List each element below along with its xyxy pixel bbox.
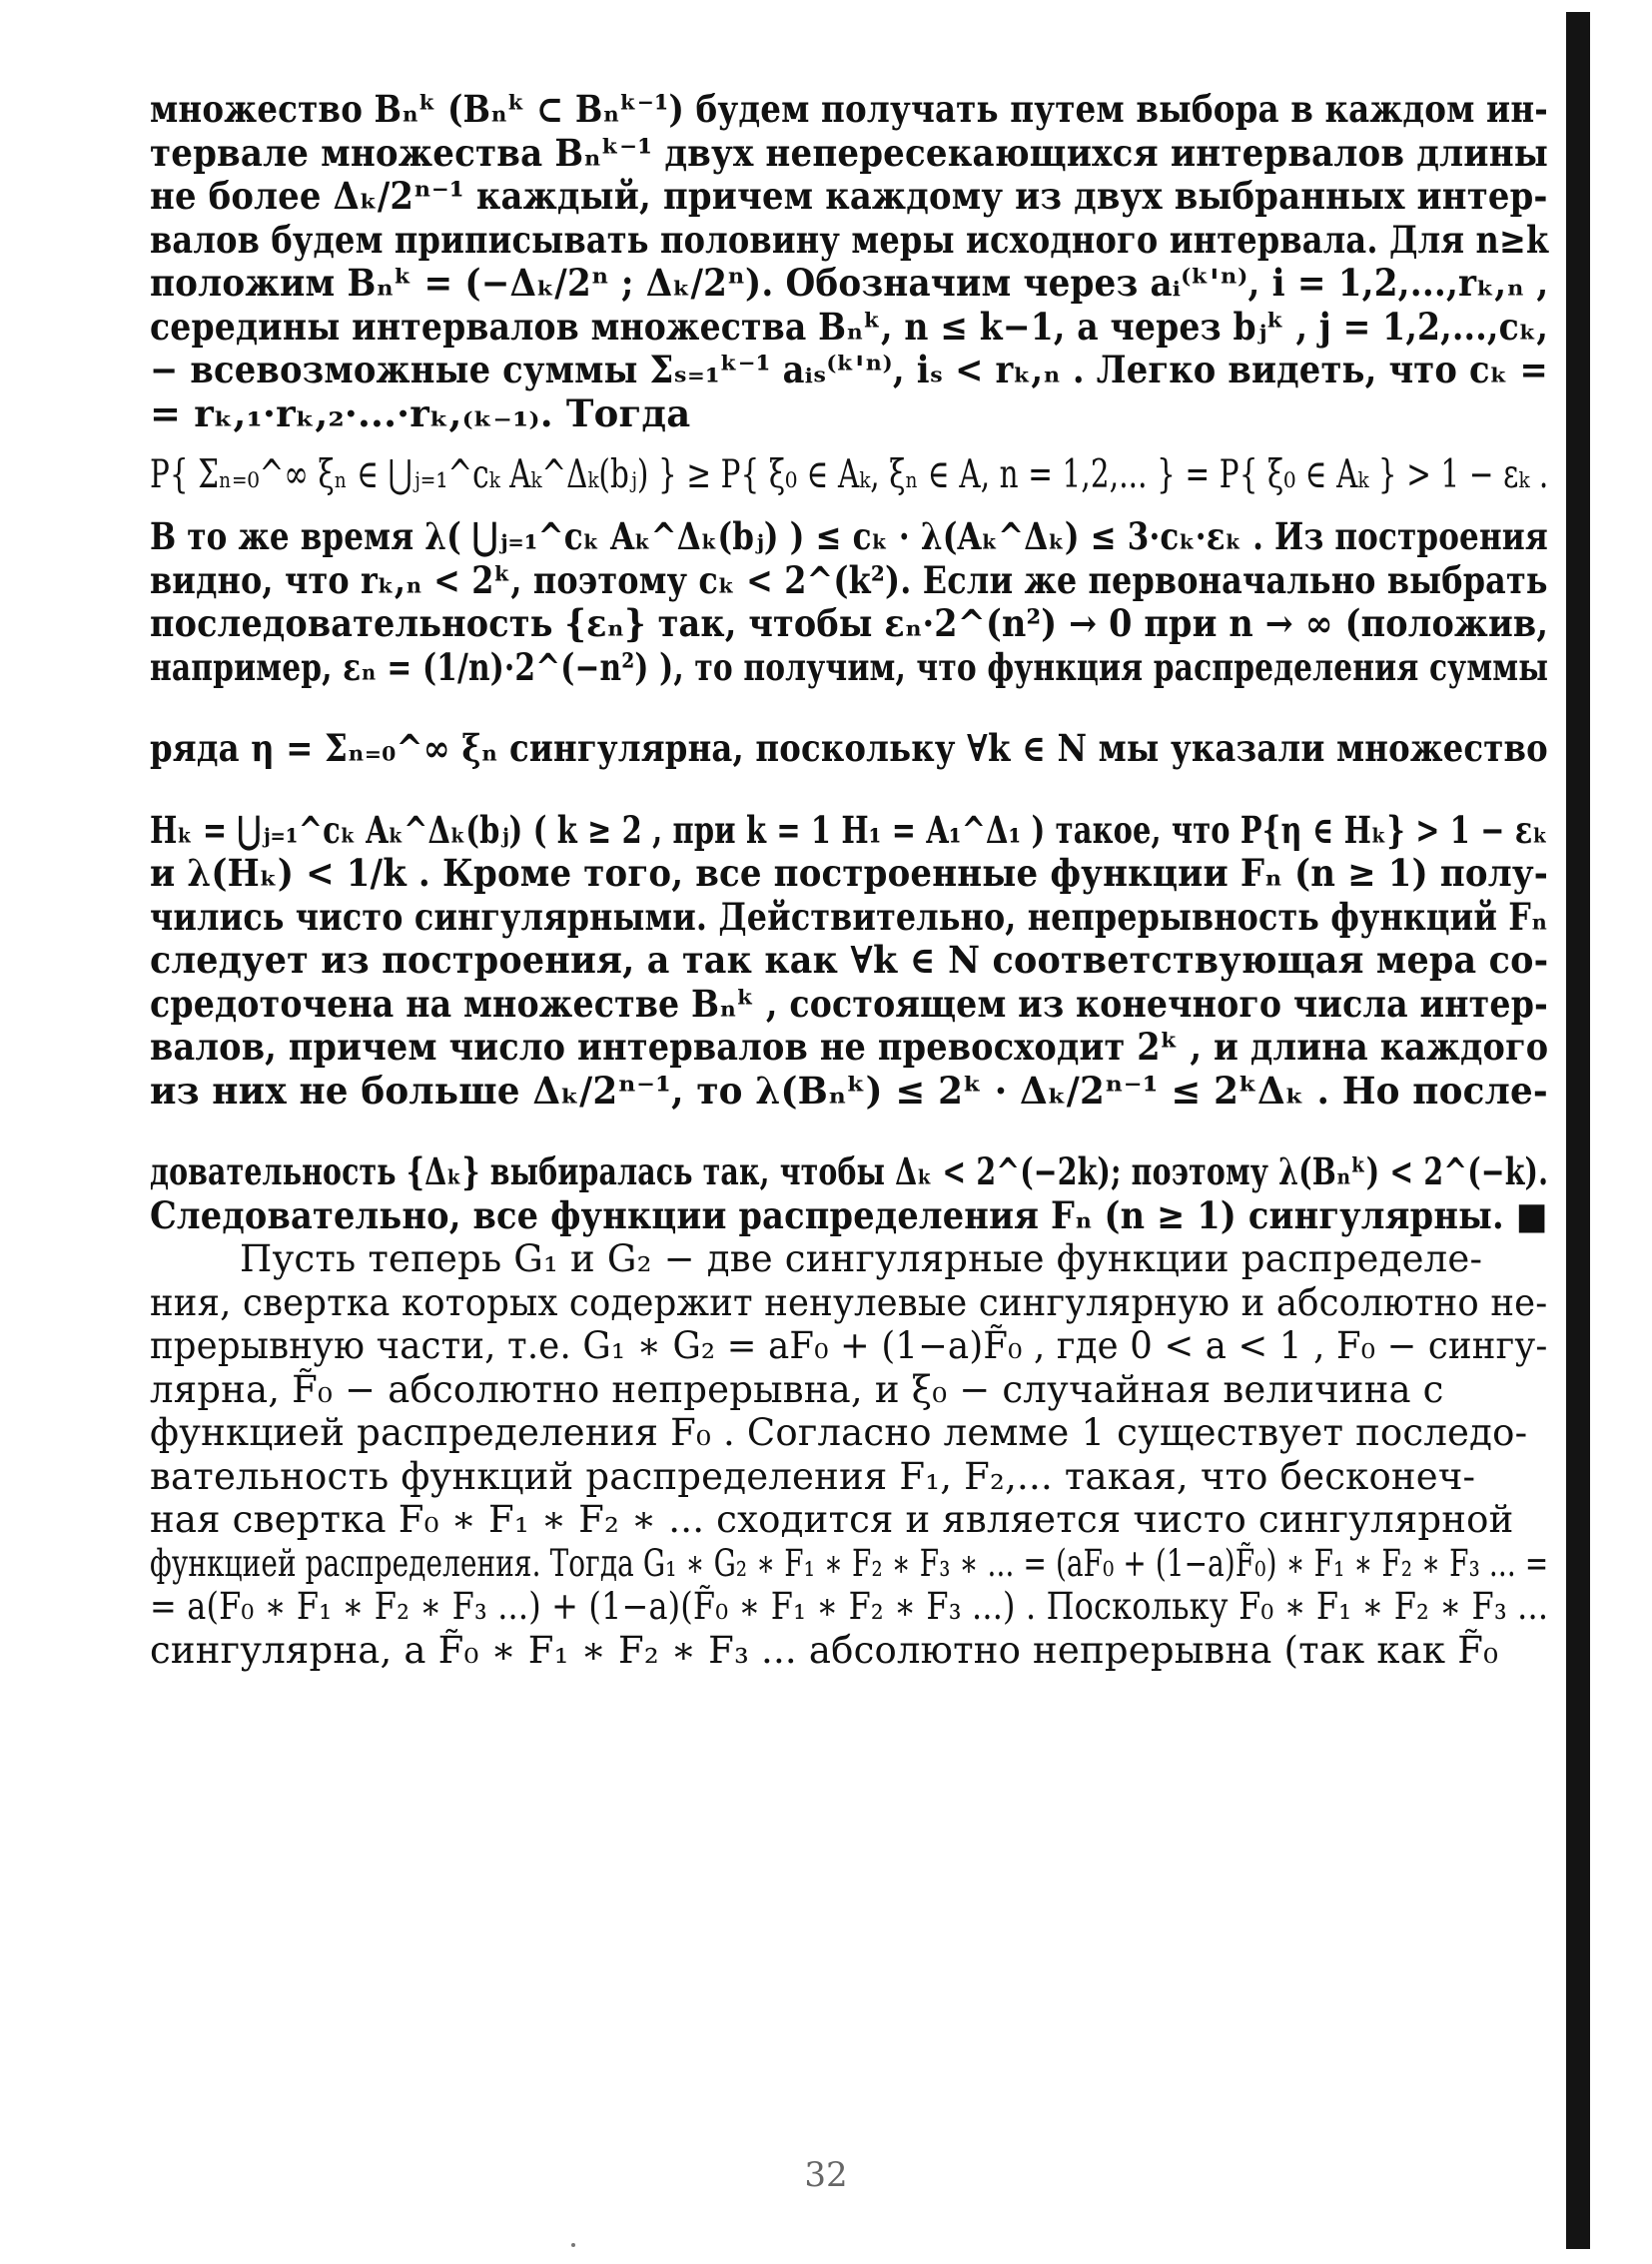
text-line: сингулярна, а F̃₀ ∗ F₁ ∗ F₂ ∗ F₃ ... абсолютно непрерывна (так как F̃₀: [150, 1628, 1499, 1672]
text-line: = a(F₀ ∗ F₁ ∗ F₂ ∗ F₃ ...) + (1−a)(F̃₀ ∗ F₁ ∗ F₂ ∗ F₃ ...) . Поскольку F₀ ∗ F₁ ∗ F₂ ∗ F₃ ...: [150, 1585, 1549, 1628]
text-line: = rₖ,₁·rₖ,₂·...·rₖ,₍ₖ₋₁₎. Тогда: [150, 390, 691, 435]
text-line: множество Bₙᵏ (Bₙᵏ ⊂ Bₙᵏ⁻¹) будем получать путем выбора в каждом ин-: [150, 87, 1548, 131]
display-formula: P{ Σₙ₌₀^∞ ξₙ ∈ ⋃ⱼ₌₁^cₖ Aₖ^Δₖ(bⱼ) } ≥ P{ ξ₀ ∈ Aₖ, ξₙ ∈ A, n = 1,2,... } = P{ ξ₀ ∈ Aₖ } > 1 − εₖ .: [149, 452, 1549, 497]
paragraph-start-line: Пусть теперь G₁ и G₂ − две сингулярные функции распределе-: [240, 1237, 1483, 1280]
text-line: последовательность {εₙ} так, чтобы εₙ·2^(n²) → 0 при n → ∞ (положив,: [150, 601, 1549, 645]
text-line: вательность функций распределения F₁, F₂,... такая, что бесконеч-: [150, 1454, 1476, 1498]
text-line: валов, причем число интервалов не превосходит 2ᵏ , и длина каждого: [150, 1025, 1549, 1069]
text-line: из них не больше Δₖ/2ⁿ⁻¹, то λ(Bₙᵏ) ≤ 2ᵏ · Δₖ/2ⁿ⁻¹ ≤ 2ᵏΔₖ . Но после-: [150, 1068, 1548, 1113]
text-line: середины интервалов множества Bₙᵏ, n ≤ k−1, а через bⱼᵏ , j = 1,2,...,cₖ,: [150, 304, 1549, 349]
text-line: чились чисто сингулярными. Действительно, непрерывность функций Fₙ: [150, 894, 1548, 939]
text-line: следует из построения, а так как ∀k ∈ N соответствующая мера со-: [150, 938, 1549, 982]
text-line: В то же время λ( ⋃ⱼ₌₁^cₖ Aₖ^Δₖ(bⱼ) ) ≤ cₖ · λ(Aₖ^Δₖ) ≤ 3·cₖ·εₖ . Из построения: [150, 514, 1548, 558]
text-line: и λ(Hₖ) < 1/k . Кроме того, все построенные функции Fₙ (n ≥ 1) полу-: [150, 851, 1549, 895]
text-line: не более Δₖ/2ⁿ⁻¹ каждый, причем каждому из двух выбранных интер-: [150, 174, 1548, 218]
text-line: средоточена на множестве Bₙᵏ , состоящем из конечного числа интер-: [150, 981, 1549, 1026]
scan-speck: [571, 2243, 575, 2247]
text-line: функцией распределения F₀ . Согласно лемме 1 существует последо-: [150, 1411, 1528, 1454]
text-line: довательность {Δₖ} выбиралась так, чтобы Δₖ < 2^(−2k); поэтому λ(Bₙᵏ) < 2^(−k).: [150, 1149, 1549, 1193]
text-line: функцией распределения. Тогда G₁ ∗ G₂ ∗ F₁ ∗ F₂ ∗ F₃ ∗ ... = (aF₀ + (1−a)F̃₀) ∗ F₁ ∗ F₂ ∗ F₃ ... =: [150, 1541, 1549, 1585]
text-line: например, εₙ = (1/n)·2^(−n²) ), то получим, что функция распределения суммы: [150, 644, 1549, 689]
scan-edge-bar: [1566, 12, 1590, 2249]
page-number: 32: [804, 2155, 848, 2195]
text-line: прерывную части, т.е. G₁ ∗ G₂ = aF₀ + (1−a)F̃₀ , где 0 < a < 1 , F₀ − сингу-: [150, 1324, 1548, 1367]
text-line: валов будем приписывать половину меры исходного интервала. Для n≥k: [150, 217, 1549, 262]
text-line: тервале множества Bₙᵏ⁻¹ двух непересекающихся интервалов длины: [150, 130, 1549, 175]
text-line: Следовательно, все функции распределения Fₙ (n ≥ 1) сингулярны. ■: [150, 1192, 1548, 1237]
text-line: положим Bₙᵏ = (−Δₖ/2ⁿ ; Δₖ/2ⁿ). Обозначим через aᵢ⁽ᵏ'ⁿ⁾, i = 1,2,...,rₖ,ₙ ,: [150, 261, 1549, 305]
text-line: видно, что rₖ,ₙ < 2ᵏ, поэтому cₖ < 2^(k²). Если же первоначально выбрать: [150, 557, 1548, 602]
text-line: ния, свертка которых содержит ненулевые сингулярную и абсолютно не-: [150, 1280, 1548, 1324]
text-line: Hₖ = ⋃ⱼ₌₁^cₖ Aₖ^Δₖ(bⱼ) ( k ≥ 2 , при k = 1 H₁ = A₁^Δ₁ ) такое, что P{η ∈ Hₖ} > 1 − εₖ: [150, 807, 1548, 852]
text-line: ная свертка F₀ ∗ F₁ ∗ F₂ ∗ ... сходится и является чисто сингулярной: [150, 1498, 1514, 1541]
text-line: − всевозможные суммы Σₛ₌₁ᵏ⁻¹ aᵢₛ⁽ᵏ'ⁿ⁾, iₛ < rₖ,ₙ . Легко видеть, что cₖ =: [150, 348, 1548, 391]
text-line: лярна, F̃₀ − абсолютно непрерывна, и ξ₀ − случайная величина с: [150, 1367, 1444, 1411]
body-text: [150, 88, 1548, 1672]
text-line: ряда η = Σₙ₌₀^∞ ξₙ сингулярна, поскольку ∀k ∈ N мы указали множество: [150, 726, 1548, 770]
